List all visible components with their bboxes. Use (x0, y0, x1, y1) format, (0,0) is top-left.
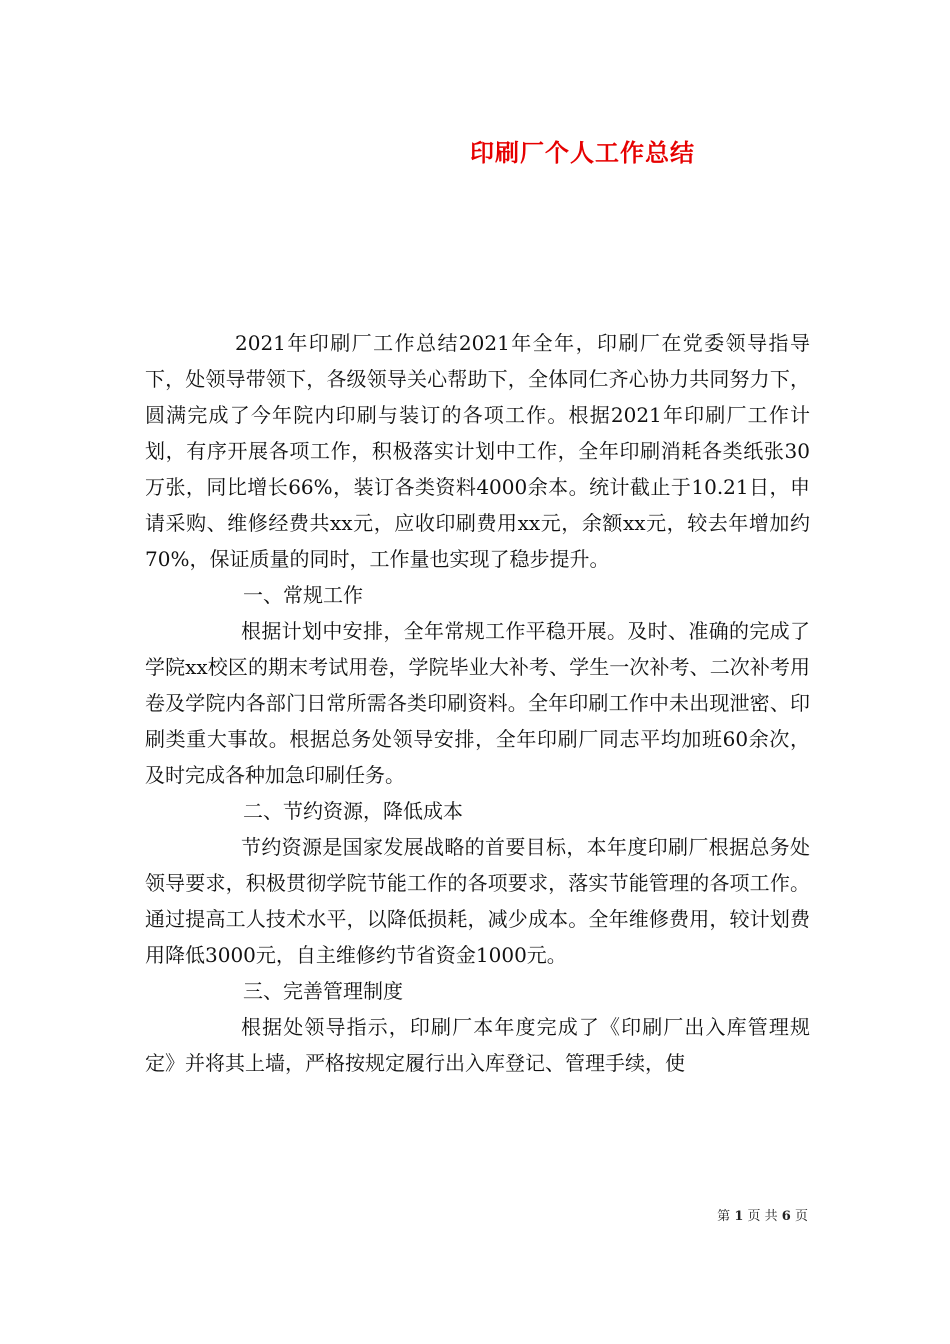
document-title: 印刷厂个人工作总结 (470, 138, 695, 167)
current-page-number: 1 (734, 1209, 744, 1224)
document-body (145, 325, 810, 1081)
section-heading-routine-work: 一、常规工作 (243, 583, 363, 607)
total-page-number: 6 (781, 1209, 791, 1224)
section-heading-management-system: 三、完善管理制度 (243, 979, 403, 1003)
footer-prefix: 第 (717, 1209, 731, 1224)
routine-work-paragraph: 根据计划中安排，全年常规工作平稳开展。及时、准确的完成了学院xx校区的期末考试用卷，学院毕业大补考、学生一次补考、二次补考用卷及学院内各部门日常所需各类印刷资料。全年印刷工作中未出现泄密、印刷类重大事故。根据总务处领导安排，全年印刷厂同志平均加班60余次，及时完成各种加急印刷任务。 (145, 619, 810, 787)
save-resources-paragraph: 节约资源是国家发展战略的首要目标，本年度印刷厂根据总务处领导要求，积极贯彻学院节能工作的各项要求，落实节能管理的各项工作。通过提高工人技术水平，以降低损耗，减少成本。全年维修费用，较计划费用降低3000元，自主维修约节省资金1000元。 (145, 835, 810, 967)
management-system-paragraph: 根据处领导指示，印刷厂本年度完成了《印刷厂出入库管理规定》并将其上墙，严格按规定履行出入库登记、管理手续，使 (145, 1015, 810, 1075)
footer-suffix: 页 (794, 1209, 808, 1224)
intro-paragraph: 2021年印刷厂工作总结2021年全年，印刷厂在党委领导指导下，处领导带领下，各级领导关心帮助下，全体同仁齐心协力共同努力下，圆满完成了今年院内印刷与装订的各项工作。根据2021年印刷厂工作计划，有序开展各项工作，积极落实计划中工作，全年印刷消耗各类纸张30万张，同比增长66%，装订各类资料4000余本。统计截止于10.21日，申请采购、维修经费共xx元，应收印刷费用xx元，余额xx元，较去年增加约70%，保证质量的同时，工作量也实现了稳步提升。 (145, 331, 810, 571)
footer-middle: 页 共 (747, 1209, 778, 1224)
section-heading-save-resources: 二、节约资源，降低成本 (243, 799, 463, 823)
page-footer (717, 1205, 808, 1224)
